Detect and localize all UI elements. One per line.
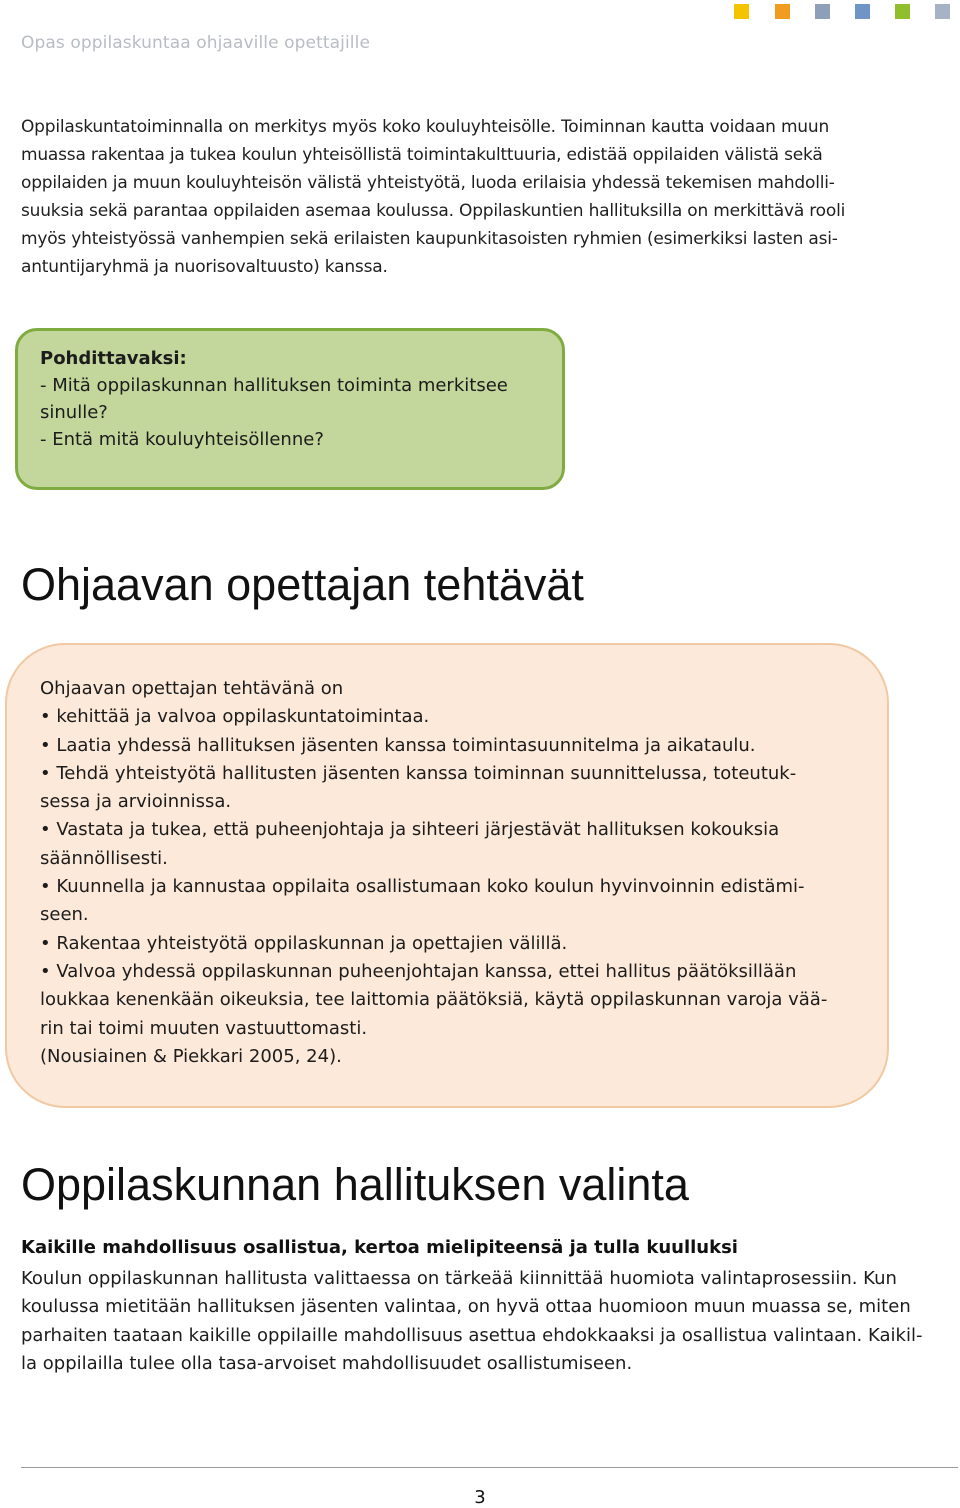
task-item: • kehittää ja valvoa oppilaskuntatoimintaa. — [40, 706, 430, 728]
green-square — [895, 4, 910, 19]
teacher-tasks-box — [5, 643, 889, 1108]
paragraph-line: muassa rakentaa ja tukea koulun yhteisöllistä toimintakulttuuria, edistää oppilaiden välistä sekä — [21, 145, 823, 165]
task-item: • Laatia yhdessä hallituksen jäsenten kanssa toimintasuunnitelma ja aikataulu. — [40, 734, 756, 756]
reflection-box — [15, 328, 565, 490]
task-item: • Tehdä yhteistyötä hallitusten jäsenten kanssa toiminnan suunnittelussa, toteutuk- — [40, 762, 797, 784]
tasks-intro: Ohjaavan opettajan tehtävänä on — [40, 678, 344, 699]
slate-square — [815, 4, 830, 19]
paragraph-line: myös yhteistyössä vanhempien sekä erilaisten kaupunkitasoisten ryhmien (esimerkiksi lasten asi- — [21, 229, 838, 249]
task-item-continuation: rin tai toimi muuten vastuuttomasti. — [40, 1017, 368, 1039]
task-item-continuation: loukkaa kenenkään oikeuksia, tee laittomia päätöksiä, käytä oppilaskunnan varoja vää- — [40, 989, 828, 1011]
document-header-title: Opas oppilaskuntaa ohjaaville opettajille — [21, 33, 371, 53]
task-item-continuation: säännöllisesti. — [40, 847, 168, 869]
task-item: • Kuunnella ja kannustaa oppilaita osallistumaan koko koulun hyvinvoinnin edistämi- — [40, 876, 805, 898]
yellow-square — [734, 4, 749, 19]
orange-square — [775, 4, 790, 19]
footer-divider — [21, 1467, 958, 1468]
task-item-continuation: seen. — [40, 904, 89, 926]
reflection-title: Pohdittavaksi: — [40, 348, 187, 369]
task-item: • Vastata ja tukea, että puheenjohtaja ja sihteeri järjestävät hallituksen kokouksia — [40, 819, 780, 841]
citation: (Nousiainen & Piekkari 2005, 24). — [40, 1045, 342, 1067]
paragraph-line: antuntijaryhmä ja nuorisovaltuusto) kanssa. — [21, 257, 388, 277]
reflection-line: sinulle? — [40, 402, 108, 423]
paragraph-line: oppilaiden ja muun kouluyhteisön välistä yhteistyötä, luoda erilaisia yhdessä tekemisen mahdolli- — [21, 173, 835, 193]
header-color-squares — [0, 4, 960, 24]
task-item: • Rakentaa yhteistyötä oppilaskunnan ja opettajien välillä. — [40, 932, 568, 954]
paragraph-line: koulussa mietitään hallituksen jäsenten valintaa, on hyvä ottaa huomioon muun muassa se, miten — [21, 1296, 911, 1318]
paragraph-line: parhaiten taataan kaikille oppilaille mahdollisuus asettua ehdokkaaksi ja osallistua valintaan. Kaikil- — [21, 1324, 923, 1346]
reflection-line: - Mitä oppilaskunnan hallituksen toiminta merkitsee — [40, 375, 508, 396]
paragraph-line: Koulun oppilaskunnan hallitusta valittaessa on tärkeää kiinnittää huomiota valintaprosessiin. Kun — [21, 1268, 897, 1289]
task-item: • Valvoa yhdessä oppilaskunnan puheenjohtajan kanssa, ettei hallitus päätöksillään — [40, 960, 797, 982]
page-number: 3 — [474, 1487, 486, 1508]
election-paragraph — [21, 1265, 951, 1378]
task-item-continuation: sessa ja arvioinnissa. — [40, 791, 232, 813]
section-heading-teacher-tasks: Ohjaavan opettajan tehtävät — [21, 559, 584, 610]
paragraph-line: Oppilaskuntatoiminnalla on merkitys myös koko kouluyhteisölle. Toiminnan kautta voidaan muun — [21, 117, 830, 137]
intro-paragraph — [21, 113, 943, 281]
reflection-line: - Entä mitä kouluyhteisöllenne? — [40, 429, 324, 450]
section-heading-board-election: Oppilaskunnan hallituksen valinta — [21, 1159, 689, 1210]
paragraph-line: suuksia sekä parantaa oppilaiden asemaa koulussa. Oppilaskuntien hallituksilla on merkittävä rooli — [21, 201, 846, 221]
paragraph-line: la oppilailla tulee olla tasa-arvoiset mahdollisuudet osallistumiseen. — [21, 1352, 633, 1374]
section-subheading: Kaikille mahdollisuus osallistua, kertoa mielipiteensä ja tulla kuulluksi — [21, 1237, 738, 1258]
blue-square — [855, 4, 870, 19]
grey-blue-square — [935, 4, 950, 19]
